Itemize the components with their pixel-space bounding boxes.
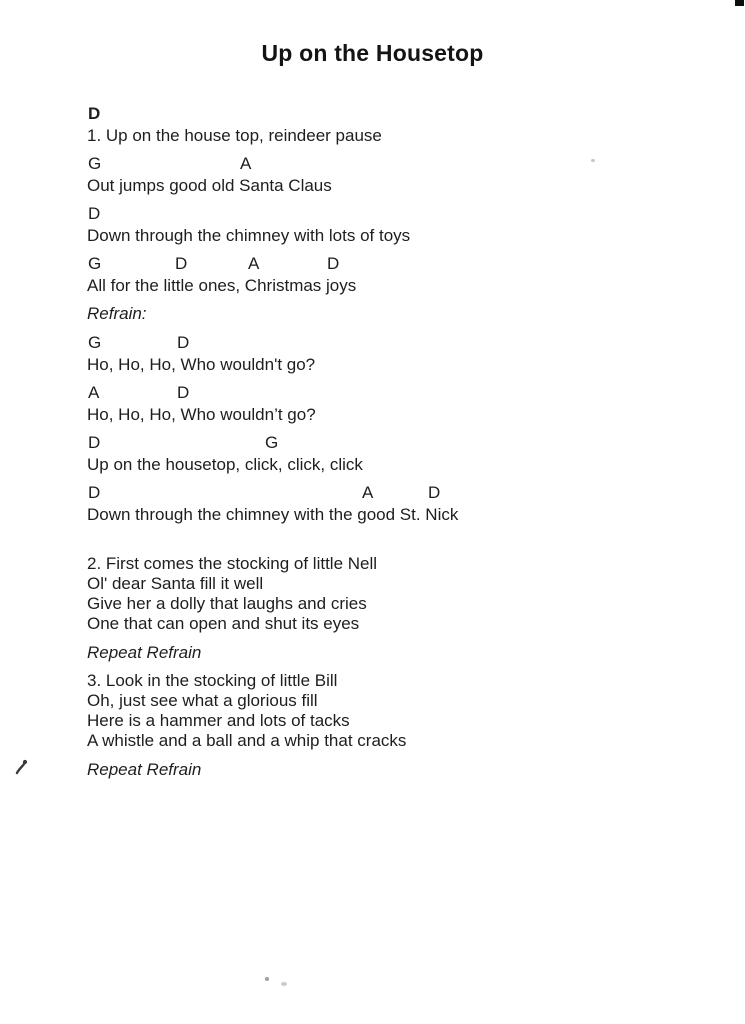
chord-lyric-group: [87, 332, 705, 376]
lyric-line: Down through the chimney with lots of toys: [87, 226, 411, 245]
chord: D: [88, 104, 101, 123]
chord-row: [87, 382, 705, 404]
section-refrain-label: Refrain:: [87, 304, 147, 323]
lyric-line: 3. Look in the stocking of little Bill: [87, 671, 338, 690]
chord-lyric-group: [87, 253, 705, 297]
section-refrain: [87, 332, 705, 526]
lyric-line: Give her a dolly that laughs and cries: [87, 594, 367, 613]
chord: D: [88, 204, 101, 223]
lyric-line: Ho, Ho, Ho, Who wouldn't go?: [87, 355, 316, 374]
section-verse-1: [87, 103, 705, 297]
lyric-line: Ol' dear Santa fill it well: [87, 574, 264, 593]
chord: D: [428, 483, 441, 502]
lyric-line: 2. First comes the stocking of little Nell: [87, 554, 378, 573]
chord-row: [87, 203, 705, 225]
chord: A: [240, 154, 252, 173]
chord-row: [87, 153, 705, 175]
chord: D: [175, 254, 188, 273]
chord-lyric-group: [87, 382, 705, 426]
chord-lyric-group: [87, 103, 705, 147]
scan-speck-bottom-2: [281, 982, 287, 986]
chord: G: [88, 333, 102, 352]
section-verse-2: [87, 554, 705, 634]
lyric-line: Oh, just see what a glorious fill: [87, 691, 318, 710]
chord: D: [327, 254, 340, 273]
chord: D: [177, 333, 190, 352]
chord: G: [88, 254, 102, 273]
chord-lyric-group: [87, 203, 705, 247]
lyric-line: Down through the chimney with the good St. Nick: [87, 505, 459, 524]
chord: A: [248, 254, 260, 273]
chord: G: [265, 433, 279, 452]
chord: D: [177, 383, 190, 402]
chord-row: [87, 432, 705, 454]
lyric-line: 1. Up on the house top, reindeer pause: [87, 126, 382, 145]
scan-corner-mark: [735, 0, 744, 6]
chord-row: [87, 482, 705, 504]
chord-row: [87, 332, 705, 354]
chord: D: [88, 433, 101, 452]
song: [87, 103, 705, 781]
section-verse-3: [87, 671, 705, 751]
section-repeat-refrain-2: Repeat Refrain: [87, 760, 202, 779]
lyric-line: A whistle and a ball and a whip that cracks: [87, 731, 407, 750]
section-repeat-refrain-1: Repeat Refrain: [87, 643, 202, 662]
lyric-line: One that can open and shut its eyes: [87, 614, 360, 633]
chord: A: [362, 483, 374, 502]
scan-ink-mark: [13, 757, 31, 777]
lyric-line: Up on the housetop, click, click, click: [87, 455, 363, 474]
lyric-line: Here is a hammer and lots of tacks: [87, 711, 350, 730]
page-title: Up on the Housetop: [261, 40, 484, 66]
chord-row: [87, 103, 705, 125]
chord-lyric-group: [87, 153, 705, 197]
lyric-line: All for the little ones, Christmas joys: [87, 276, 357, 295]
chord-row: [87, 253, 705, 275]
lyric-line: Ho, Ho, Ho, Who wouldn’t go?: [87, 405, 316, 424]
scan-speck-bottom-1: [265, 977, 269, 981]
lyric-line: Out jumps good old Santa Claus: [87, 176, 332, 195]
chord-lyric-group: [87, 482, 705, 526]
chord: G: [88, 154, 102, 173]
chord: D: [88, 483, 101, 502]
chord: A: [88, 383, 100, 402]
scan-speck-top: [591, 159, 595, 162]
chord-lyric-group: [87, 432, 705, 476]
